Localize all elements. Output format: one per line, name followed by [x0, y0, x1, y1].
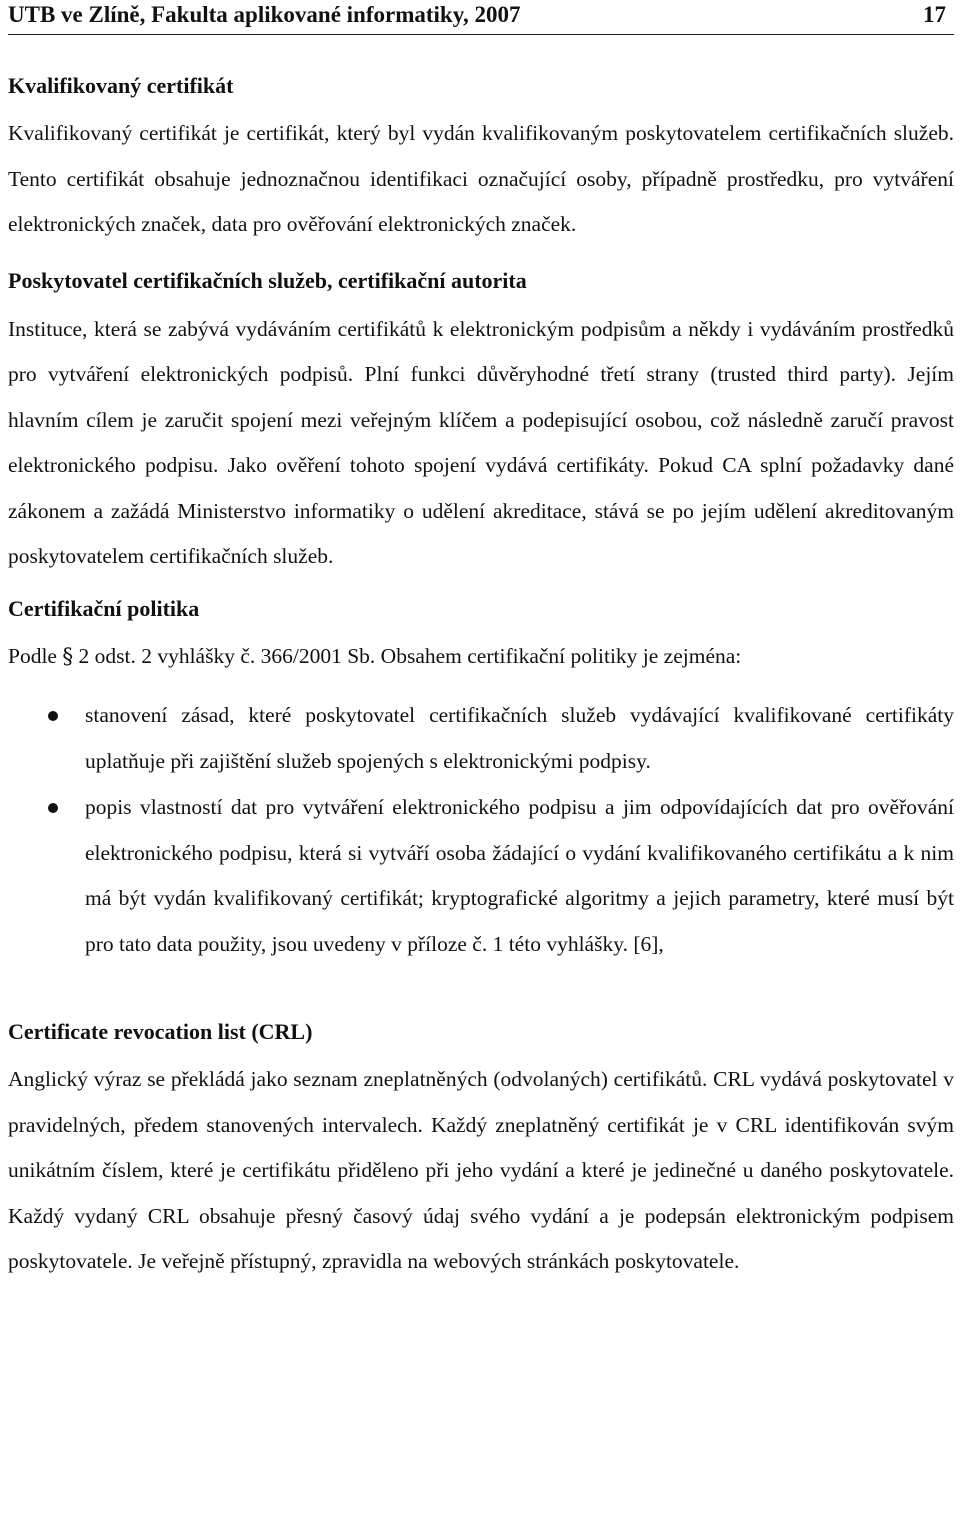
- paragraph-certification-provider: Instituce, která se zabývá vydáváním certifikátů k elektronickým podpisům a někdy i vydáváním prostředků pro vytváření elektronických podpisů. Plní funkci důvěryhodné třetí strany (trusted third party). Jejím hlavním cílem je zaručit spojení mezi veřejným klíčem a podepisující osobou, což následně zaručí pravost elektronického podpisu. Jako ověření tohoto spojení vydává certifikáty. Pokud CA splní požadavky dané zákonem a zažádá Ministerstvo informatiky o udělení akreditace, stává se po jejím udělení akreditovaným poskytovatelem certifikačních služeb.: [8, 316, 954, 568]
- bullet-icon: [48, 711, 58, 721]
- section-sign: §: [62, 643, 74, 669]
- policy-bullet-list: [8, 693, 954, 967]
- running-header: [8, 0, 954, 35]
- policy-intro-suffix: 2 odst. 2 vyhlášky č. 366/2001 Sb. Obsahem certifikační politiky je zejména:: [73, 643, 742, 668]
- header-title: UTB ve Zlíně, Fakulta aplikované informatiky, 2007: [8, 2, 521, 27]
- list-item-text: popis vlastností dat pro vytváření elektronického podpisu a jim odpovídajících dat pro ověřování elektronického podpisu, která si vytváří osoba žádající o vydání kvalifikovaného certifikátu a k nim má být vydán kvalifikovaný certifikát; kryptografické algoritmy a jejich parametry, které musí být pro tato data použity, jsou uvedeny v příloze č. 1 této vyhlášky. [6],: [85, 795, 954, 956]
- heading-certification-provider: Poskytovatel certifikačních služeb, certifikační autorita: [8, 267, 527, 293]
- list-item-text: stanovení zásad, které poskytovatel certifikačních služeb vydávající kvalifikované certifikáty uplatňuje při zajištění služeb spojených s elektronickými podpisy.: [85, 703, 954, 773]
- list-item: [8, 693, 954, 784]
- heading-crl: Certificate revocation list (CRL): [8, 1019, 313, 1044]
- document-page: [8, 0, 954, 1285]
- heading-certification-policy: Certifikační politika: [8, 595, 200, 621]
- paragraph-policy-intro: [8, 634, 954, 680]
- page-number: 17: [923, 2, 946, 27]
- list-item: [8, 785, 954, 967]
- paragraph-crl: Anglický výraz se překládá jako seznam zneplatněných (odvolaných) certifikátů. CRL vydává poskytovatel v pravidelných, předem stanovených intervalech. Každý zneplatněný certifikát je v CRL identifikován svým unikátním číslem, které je certifikátu přiděleno při jeho vydání a které je jedinečné u daného poskytovatele. Každý vydaný CRL obsahuje přesný časový údaj svého vydání a je podepsán elektronickým podpisem poskytovatele. Je veřejně přístupný, zpravidla na webových stránkách poskytovatele.: [8, 1067, 954, 1273]
- bullet-icon: [48, 803, 58, 813]
- heading-qualified-certificate: Kvalifikovaný certifikát: [8, 73, 234, 98]
- paragraph-qualified-certificate: Kvalifikovaný certifikát je certifikát, který byl vydán kvalifikovaným poskytovatelem certifikačních služeb. Tento certifikát obsahuje jednoznačnou identifikaci označující osoby, případně prostředku, pro vytváření elektronických značek, data pro ověřování elektronických značek.: [8, 121, 954, 236]
- policy-intro-prefix: Podle: [8, 643, 63, 668]
